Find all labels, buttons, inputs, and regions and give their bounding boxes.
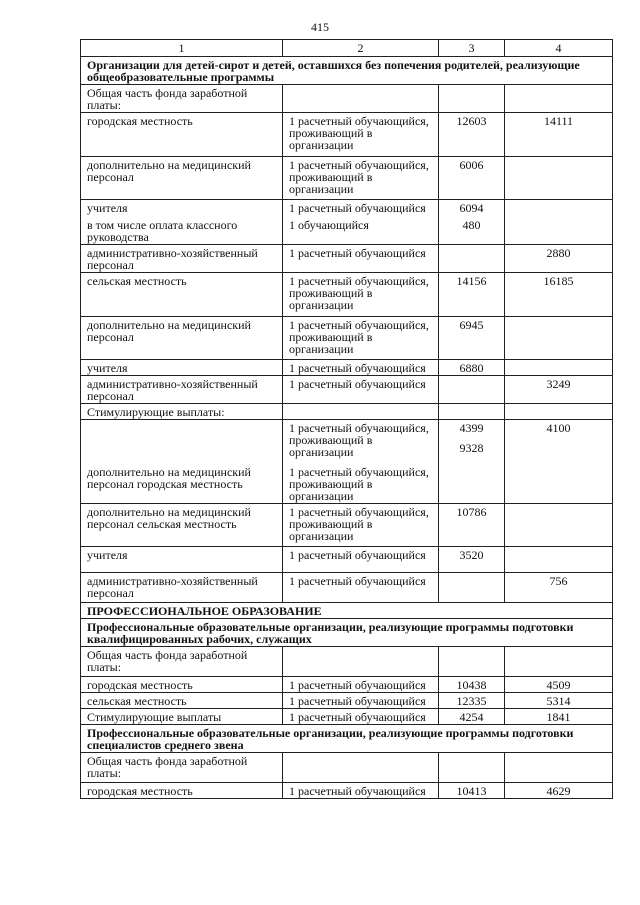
section-title: Организации для детей-сирот и детей, оставшихся без попечения родителей, реализующие общеобразовательные программы bbox=[81, 57, 613, 85]
section-title: Профессиональные образовательные организации, реализующие программы подготовки квалифицированных рабочих, служащих bbox=[81, 619, 613, 647]
table-cell: 3249 bbox=[505, 376, 613, 404]
table-cell: сельская местность bbox=[81, 273, 283, 317]
table-cell: 1 расчетный обучающийся bbox=[283, 783, 439, 799]
table-cell: 6006 bbox=[439, 157, 505, 200]
table-row bbox=[81, 85, 613, 113]
table-cell: городская местность bbox=[81, 783, 283, 799]
table-cell: 10438 bbox=[439, 677, 505, 693]
table-cell: 1 расчетный обучающийся bbox=[283, 709, 439, 725]
table-cell bbox=[439, 573, 505, 603]
table-cell: учителя bbox=[81, 360, 283, 376]
cell-line: 6094 bbox=[459, 201, 484, 215]
table-cell: 4629 bbox=[505, 783, 613, 799]
section-row bbox=[81, 603, 613, 619]
table-cell: 1 расчетный обучающийся bbox=[283, 360, 439, 376]
table-cell: 1 расчетный обучающийся, проживающий в организации bbox=[283, 317, 439, 360]
table-row bbox=[81, 753, 613, 783]
section-row bbox=[81, 619, 613, 647]
column-header: 4 bbox=[505, 40, 613, 57]
table-row bbox=[81, 547, 613, 573]
cell-line: учителя bbox=[87, 201, 128, 215]
table-cell bbox=[505, 157, 613, 200]
table-cell: 10786 bbox=[439, 504, 505, 547]
section-row bbox=[81, 725, 613, 753]
table-cell: 1 расчетный обучающийся bbox=[283, 677, 439, 693]
table-cell: 1 расчетный обучающийся bbox=[283, 573, 439, 603]
table-cell: 14111 bbox=[505, 113, 613, 157]
table-row bbox=[81, 360, 613, 376]
table-cell: административно-хозяйственный персонал bbox=[81, 376, 283, 404]
table-cell: 2880 bbox=[505, 245, 613, 273]
table-row bbox=[81, 573, 613, 603]
table-cell bbox=[505, 317, 613, 360]
table-cell bbox=[505, 404, 613, 420]
table-row bbox=[81, 420, 613, 504]
table-cell bbox=[439, 85, 505, 113]
table-row bbox=[81, 709, 613, 725]
table-cell bbox=[439, 647, 505, 677]
table-cell: 1841 bbox=[505, 709, 613, 725]
table-cell: 1 расчетный обучающийся bbox=[283, 693, 439, 709]
table-cell bbox=[439, 376, 505, 404]
table-cell bbox=[283, 647, 439, 677]
page-number: 415 bbox=[311, 20, 329, 34]
cell-line: 1 расчетный обучающийся, проживающий в организации bbox=[289, 465, 429, 503]
table-cell bbox=[283, 404, 439, 420]
table-cell bbox=[505, 85, 613, 113]
table-cell: Стимулирующие выплаты: bbox=[81, 404, 283, 420]
table-cell: административно-хозяйственный персонал bbox=[81, 245, 283, 273]
table-row bbox=[81, 693, 613, 709]
table-cell bbox=[439, 200, 505, 245]
table-row bbox=[81, 404, 613, 420]
table-cell bbox=[283, 85, 439, 113]
table-cell: 5314 bbox=[505, 693, 613, 709]
table-cell: Общая часть фонда заработной платы: bbox=[81, 647, 283, 677]
cell-line: 9328 bbox=[459, 441, 484, 455]
table-cell: городская местность bbox=[81, 677, 283, 693]
table-cell bbox=[81, 200, 283, 245]
table-cell: 10413 bbox=[439, 783, 505, 799]
table-cell: административно-хозяйственный персонал bbox=[81, 573, 283, 603]
cell-line: 1 расчетный обучающийся bbox=[289, 201, 426, 215]
table-cell bbox=[283, 753, 439, 783]
table-cell: 4100 bbox=[505, 420, 613, 504]
table-cell: 16185 bbox=[505, 273, 613, 317]
table-row bbox=[81, 200, 613, 245]
table-cell: 6880 bbox=[439, 360, 505, 376]
cell-line: 1 обучающийся bbox=[289, 218, 369, 232]
cell-line: 4399 bbox=[459, 421, 484, 435]
table-row bbox=[81, 113, 613, 157]
table-cell: 4509 bbox=[505, 677, 613, 693]
table-cell bbox=[283, 420, 439, 504]
section-row bbox=[81, 57, 613, 85]
cell-line: 480 bbox=[462, 218, 481, 232]
table-cell bbox=[439, 420, 505, 504]
table-row bbox=[81, 376, 613, 404]
table-row bbox=[81, 783, 613, 799]
norms-table bbox=[80, 39, 613, 799]
table-body bbox=[81, 40, 613, 799]
cell-line: дополнительно на медицинский персонал городская местность bbox=[87, 465, 251, 491]
table-cell bbox=[505, 360, 613, 376]
table-cell: 6945 bbox=[439, 317, 505, 360]
table-cell: городская местность bbox=[81, 113, 283, 157]
table-cell bbox=[283, 200, 439, 245]
table-cell: 756 bbox=[505, 573, 613, 603]
table-cell: Общая часть фонда заработной платы: bbox=[81, 753, 283, 783]
table-cell bbox=[439, 404, 505, 420]
header-row bbox=[81, 40, 613, 57]
table-cell: сельская местность bbox=[81, 693, 283, 709]
table-cell: 12335 bbox=[439, 693, 505, 709]
table-cell: дополнительно на медицинский персонал сельская местность bbox=[81, 504, 283, 547]
table-cell bbox=[505, 504, 613, 547]
table-cell: Общая часть фонда заработной платы: bbox=[81, 85, 283, 113]
table-cell: дополнительно на медицинский персонал bbox=[81, 317, 283, 360]
cell-line bbox=[87, 422, 276, 458]
table-cell: дополнительно на медицинский персонал bbox=[81, 157, 283, 200]
table-row bbox=[81, 317, 613, 360]
column-header: 1 bbox=[81, 40, 283, 57]
table-row bbox=[81, 504, 613, 547]
table-cell bbox=[81, 420, 283, 504]
table-cell bbox=[505, 647, 613, 677]
table-cell: 14156 bbox=[439, 273, 505, 317]
table-cell: 1 расчетный обучающийся bbox=[283, 245, 439, 273]
table-cell bbox=[439, 753, 505, 783]
cell-line: в том числе оплата классного руководства bbox=[87, 218, 238, 244]
table-cell bbox=[505, 547, 613, 573]
table-cell bbox=[439, 245, 505, 273]
table-cell: 1 расчетный обучающийся bbox=[283, 547, 439, 573]
section-title: Профессиональные образовательные организации, реализующие программы подготовки специалистов среднего звена bbox=[81, 725, 613, 753]
table-row bbox=[81, 245, 613, 273]
table-cell: 4254 bbox=[439, 709, 505, 725]
section-title: ПРОФЕССИОНАЛЬНОЕ ОБРАЗОВАНИЕ bbox=[81, 603, 613, 619]
table-cell: учителя bbox=[81, 547, 283, 573]
table-cell: 12603 bbox=[439, 113, 505, 157]
table-cell bbox=[505, 200, 613, 245]
table-cell: 1 расчетный обучающийся, проживающий в организации bbox=[283, 157, 439, 200]
column-header: 3 bbox=[439, 40, 505, 57]
column-header: 2 bbox=[283, 40, 439, 57]
table-cell: 1 расчетный обучающийся, проживающий в организации bbox=[283, 504, 439, 547]
table-row bbox=[81, 273, 613, 317]
table-row bbox=[81, 157, 613, 200]
table-cell: 3520 bbox=[439, 547, 505, 573]
table-row bbox=[81, 647, 613, 677]
table-cell bbox=[505, 753, 613, 783]
table-cell: 1 расчетный обучающийся, проживающий в организации bbox=[283, 273, 439, 317]
cell-line: 1 расчетный обучающийся, проживающий в организации bbox=[289, 421, 429, 459]
table-cell: 1 расчетный обучающийся, проживающий в организации bbox=[283, 113, 439, 157]
table-cell: Стимулирующие выплаты bbox=[81, 709, 283, 725]
table-row bbox=[81, 677, 613, 693]
table-cell: 1 расчетный обучающийся bbox=[283, 376, 439, 404]
